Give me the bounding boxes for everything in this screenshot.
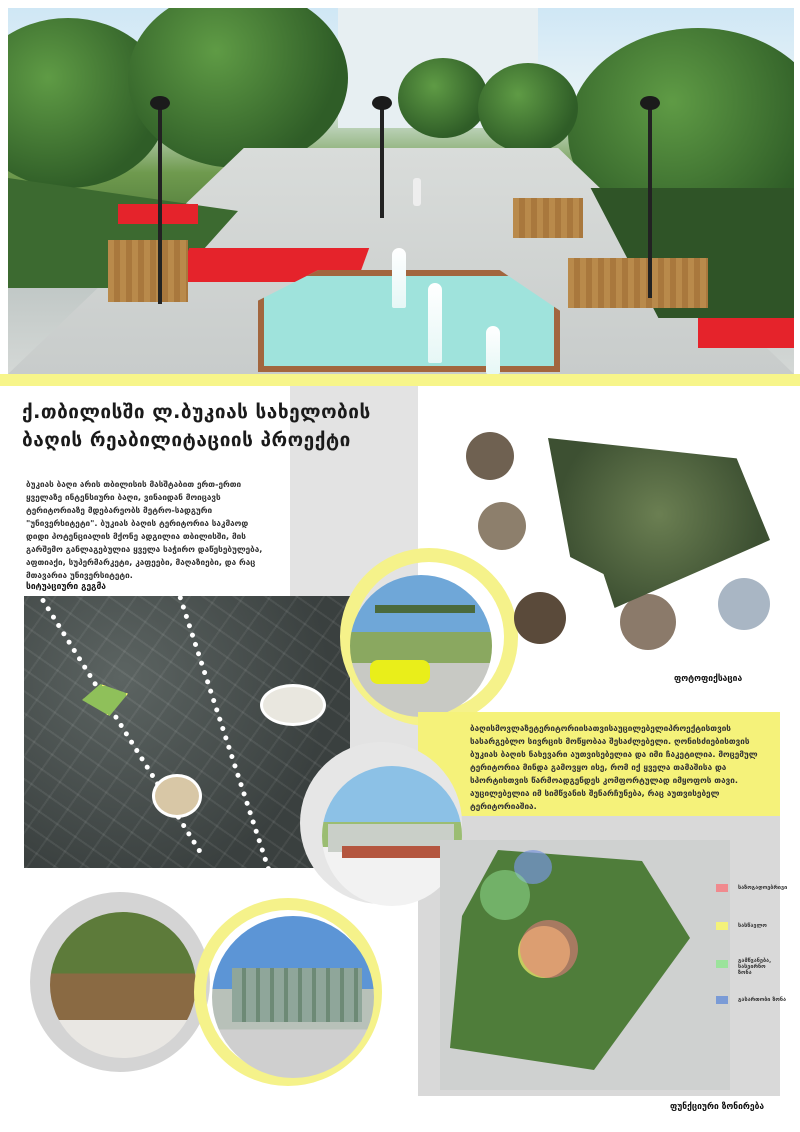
- photo-circle: [514, 592, 566, 644]
- legend-swatch-entertainment: [716, 996, 728, 1004]
- photo-circle: [620, 594, 676, 650]
- fountain-jet: [428, 283, 442, 363]
- intro-text: ბუკიას ბაღი არის თბილისის მასშტაბით ერთ-ერთი ყველაზე ინტენსიური ბაღი, ვინაიდან მოიცავს ტერიტორიაზე მდებარეობს მეტრო-სადგური "უნივერსიტეტი". ბუკიას ბაღის ტერიტორია საკმაოდ დიდი პოტენციალის მქონე ადგილია თბილისში, მის გარშემო განლაგებულია ყველა საჭირო დაწესებულება, აფთიაქი, სუპერმარკეტი, კაფეები, მაღაზიები, და რაც მთავარია უნივერსიტეტი.: [26, 479, 263, 580]
- pedestrian: [413, 178, 421, 206]
- legend-label-green: გამწვანება, სასეირნო ზონა: [738, 958, 772, 976]
- zoning-plan: [440, 840, 730, 1090]
- glass-building: [232, 968, 362, 1022]
- wood-planter: [108, 240, 188, 302]
- pavilion-render: [50, 912, 196, 1058]
- title-line-1: ქ.თბილისში ლ.ბუკიას სახელობის: [22, 401, 371, 423]
- fountain-jet: [392, 248, 406, 308]
- wood-planter: [568, 258, 708, 308]
- zone-public: [520, 920, 578, 978]
- tree: [398, 58, 488, 138]
- landmark-callout: [260, 684, 326, 726]
- building-render: [212, 916, 374, 1078]
- site-plan-label: სიტუაციური გეგმა: [26, 582, 106, 592]
- zone-green: [480, 870, 530, 920]
- fountain-pool: [258, 270, 560, 372]
- legend-label-entertainment: გასართობი ზონა: [738, 997, 786, 1003]
- fountain-jet: [486, 326, 500, 374]
- legend-label-education: სასწავლო: [738, 923, 767, 929]
- accent-band: [0, 374, 800, 386]
- pergola-render: [350, 575, 492, 717]
- photo-circle: [466, 432, 514, 480]
- photo-circle: [478, 502, 526, 550]
- landmark-callout: [152, 774, 202, 818]
- title-line-2: ბაღის რეაბილიტაციის პროექტი: [22, 429, 351, 451]
- street-lamp: [158, 108, 162, 304]
- hero-render: [8, 8, 794, 374]
- zoning-text: ბაღისმოვლაზეტერიტორიისათვისაუცილებელიპროექტისთვის სასარგებლო სივრცის მოწყობაა შესაძლებელი. ღონისძიებისთვის ბუკიას ბაღის ნახევარი აუთვისებელია და იმი ჩაკეტილია. მოცემულ ტერიტორია მინდა გამოვყო ისე, რომ იქ ყველა თამაშისა და სპორტისთვის წარმოადგენდეს კომფორტულად იმყოფოს თავი. აუცილებელია იმ სიმწვანის შენარჩუნება, რაც აუთვისებელ ტერიტორიაშია.: [470, 723, 758, 811]
- street-lamp: [648, 108, 652, 298]
- yellow-bench: [370, 660, 430, 684]
- legend-label-public: საზოგადოებრივი: [738, 885, 788, 891]
- photo-circle: [718, 578, 770, 630]
- site-marker: [82, 684, 128, 716]
- pergola-beam: [375, 605, 475, 613]
- red-planter: [698, 318, 794, 348]
- zoning-label: ფუნქციური ზონირება: [670, 1102, 765, 1112]
- page-title: [22, 398, 422, 454]
- legend-swatch-education: [716, 922, 728, 930]
- street-lamp: [380, 108, 384, 218]
- legend-swatch-public: [716, 884, 728, 892]
- legend-swatch-green: [716, 960, 728, 968]
- wood-planter: [513, 198, 583, 238]
- photo-fixation-label: ფოტოფიქსაცია: [674, 674, 743, 684]
- tree: [478, 63, 578, 153]
